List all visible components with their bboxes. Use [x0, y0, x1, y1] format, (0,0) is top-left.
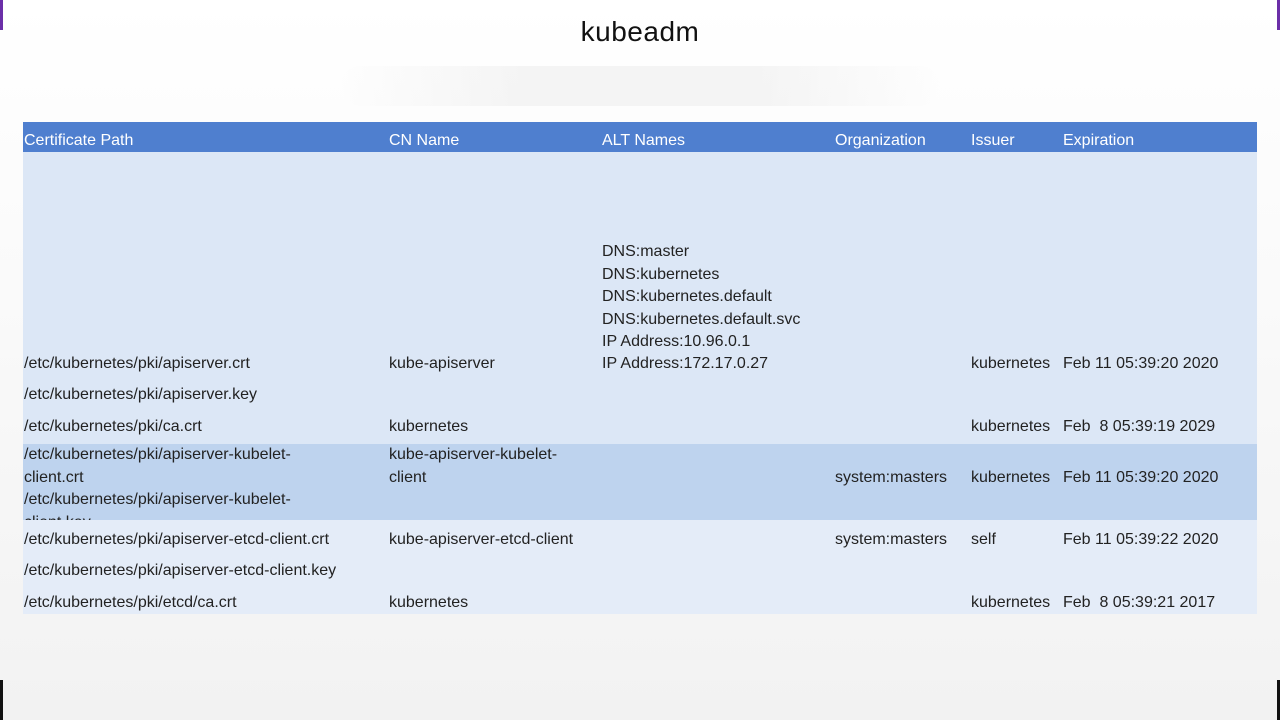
key-path: /etc/kubernetes/pki/apiserver-etcd-client.key: [24, 562, 337, 579]
cn-name: kube-apiserver-kubelet-client: [389, 446, 558, 486]
slide-title: kubeadm: [580, 16, 700, 47]
cn-name: kubernetes: [389, 594, 469, 611]
header-organization: Organization: [835, 132, 926, 149]
issuer: self: [971, 531, 996, 548]
header-cn-name: CN Name: [389, 132, 460, 149]
issuer: kubernetes: [971, 418, 1051, 435]
alt-name: IP Address:10.96.0.1: [602, 333, 751, 350]
issuer: kubernetes: [971, 594, 1051, 611]
cert-path: /etc/kubernetes/pki/etcd/ca.crt: [24, 594, 237, 611]
expiration: Feb 11 05:39:22 2020: [1063, 531, 1219, 548]
cn-name: kube-apiserver-etcd-client: [389, 531, 574, 548]
cert-path: /etc/kubernetes/pki/apiserver-kubelet-client.crt: [24, 446, 291, 486]
expiration: Feb 8 05:39:19 2029: [1063, 418, 1216, 435]
issuer: kubernetes: [971, 469, 1051, 486]
expiration: Feb 8 05:39:21 2017: [1063, 594, 1216, 611]
expiration: Feb 11 05:39:20 2020: [1063, 355, 1219, 372]
cert-path: /etc/kubernetes/pki/apiserver-etcd-client.crt: [24, 531, 330, 548]
key-path: /etc/kubernetes/pki/apiserver-kubelet-: [24, 491, 291, 508]
header-issuer: Issuer: [971, 132, 1015, 149]
table-header: [23, 122, 1257, 152]
expiration: Feb 11 05:39:20 2020: [1063, 469, 1219, 486]
table-row: [23, 152, 1257, 406]
header-alt-names: ALT Names: [602, 132, 685, 149]
cn-name: kubernetes: [389, 418, 469, 435]
alt-name: DNS:master: [602, 243, 690, 260]
cn-name: kube-apiserver: [389, 355, 495, 372]
alt-name: DNS:kubernetes.default.svc: [602, 310, 801, 328]
certificate-table: [23, 122, 1257, 614]
cert-path: /etc/kubernetes/pki/apiserver.crt: [24, 355, 250, 372]
table-row: [23, 406, 1257, 444]
table-row: [23, 444, 1257, 520]
header-certificate-path: Certificate Path: [24, 132, 134, 149]
cert-path: /etc/kubernetes/pki/ca.crt: [24, 418, 202, 435]
issuer: kubernetes: [971, 355, 1051, 372]
window-edge-bottom-left: [0, 680, 3, 720]
faded-background-text: [340, 66, 940, 106]
key-path: /etc/kubernetes/pki/apiserver.key: [24, 386, 258, 403]
organization: system:masters: [835, 469, 948, 486]
alt-name: DNS:kubernetes.default: [602, 288, 772, 305]
alt-name: IP Address:172.17.0.27: [602, 355, 769, 372]
organization: system:masters: [835, 531, 948, 548]
header-expiration: Expiration: [1063, 132, 1135, 149]
table-row: [23, 520, 1257, 614]
alt-name: DNS:kubernetes: [602, 265, 720, 283]
